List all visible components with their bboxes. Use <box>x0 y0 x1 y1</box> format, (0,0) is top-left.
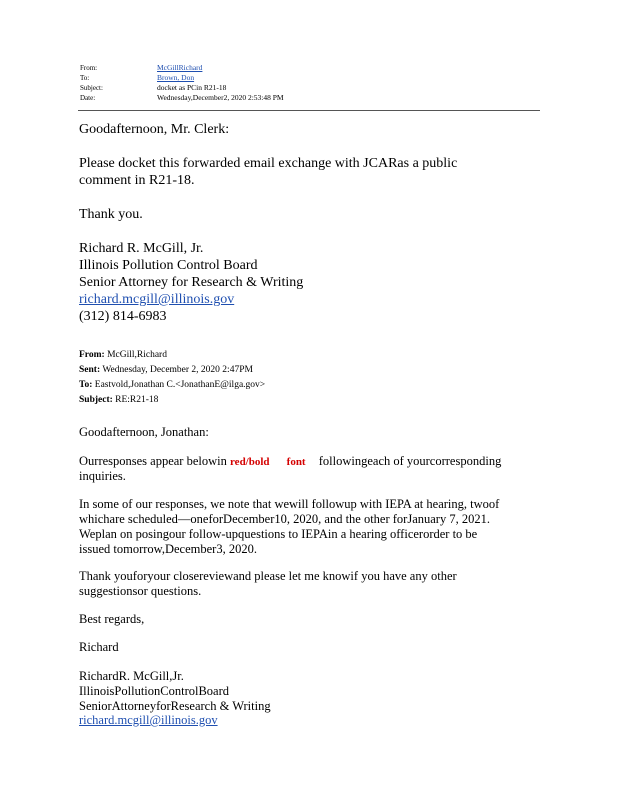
fw-from-row <box>79 350 167 360</box>
reply-signature-name: RichardR. McGill,Jr. <box>79 669 184 683</box>
fw-to-value: Eastvold,Jonathan C.<JonathanE@ilga.gov> <box>94 380 266 390</box>
fw-subject-value: RE:R21-18 <box>115 395 159 405</box>
header-subject-label: Subject: <box>80 84 103 92</box>
fw-sent-value: Wednesday, December 2, 2020 2:47PM <box>102 365 253 375</box>
greeting: Goodafternoon, Mr. Clerk: <box>79 122 230 137</box>
reply-p1-red-text-1: red/bold <box>230 456 270 468</box>
fw-subject-row <box>79 395 158 405</box>
fw-from-label: From: <box>79 350 105 360</box>
thanks: Thank you. <box>79 207 143 222</box>
header-date-value: Wednesday,December2, 2020 2:53:48 PM <box>157 93 284 102</box>
reply-p2-line-3: Weplan on posingour follow-upquestions to IEPAin a hearing officerorder to be <box>79 527 478 541</box>
signature-name: Richard R. McGill, Jr. <box>79 241 204 256</box>
reply-signature-org: IllinoisPollutionControlBoard <box>79 684 230 698</box>
reply-signature-email-link[interactable]: richard.mcgill@illinois.gov <box>79 713 218 727</box>
header-subject-value: docket as PCin R21-18 <box>157 83 227 92</box>
fw-sent-row <box>79 365 253 375</box>
fw-to-label: To: <box>79 380 93 390</box>
fw-subject-label: Subject: <box>79 395 113 405</box>
reply-greeting: Goodafternoon, Jonathan: <box>79 425 209 439</box>
reply-signature-title: SeniorAttorneyforResearch & Writing <box>79 699 271 713</box>
reply-signoff: Richard <box>79 640 119 654</box>
reply-p1-line-1 <box>79 454 501 469</box>
fw-sent-label: Sent: <box>79 365 101 375</box>
header-to-label: To: <box>80 74 90 82</box>
reply-p1-text-b: followingeach of yourcorresponding <box>318 454 502 468</box>
reply-p2-line-1: In some of our responses, we note that wewill followup with IEPA at hearing, twoof <box>79 497 500 511</box>
signature-phone: (312) 814-6983 <box>79 309 167 324</box>
body-line-1: Please docket this forwarded email exchange with JCARas a public <box>79 156 458 171</box>
header-to-link[interactable]: Brown, Don <box>157 73 195 82</box>
reply-p3-line-1: Thank youforyour closereviewand please let me knowif you have any other <box>79 569 457 583</box>
fw-from-value: McGill,Richard <box>107 350 167 360</box>
reply-p1-red-text-2: font <box>286 456 306 468</box>
header-divider <box>78 110 540 111</box>
signature-title: Senior Attorney for Research & Writing <box>79 275 304 290</box>
reply-p2-line-4: issued tomorrow,December3, 2020. <box>79 542 257 556</box>
reply-p1-line-2: inquiries. <box>79 469 126 483</box>
header-date-label: Date: <box>80 94 96 102</box>
reply-p3-line-2: suggestionsor questions. <box>79 584 202 598</box>
reply-p1-text-a: Ourresponses appear belowin <box>79 454 227 468</box>
reply-closing: Best regards, <box>79 612 145 626</box>
header-from-label: From: <box>80 64 98 72</box>
header-from-link[interactable]: McGillRichard <box>157 63 203 72</box>
fw-to-row <box>79 380 265 390</box>
signature-email-link[interactable]: richard.mcgill@illinois.gov <box>79 292 235 307</box>
reply-p2-line-2: whichare scheduled—oneforDecember10, 2020, and the other forJanuary 7, 2021. <box>79 512 490 526</box>
signature-org: Illinois Pollution Control Board <box>79 258 258 273</box>
body-line-2: comment in R21-18. <box>79 173 195 188</box>
